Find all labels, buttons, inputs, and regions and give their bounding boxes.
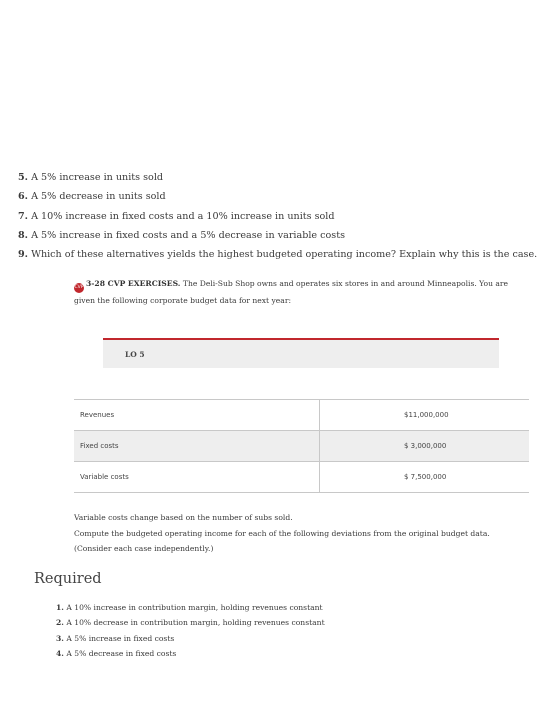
list-item: 4. A 5% decrease in fixed costs — [56, 648, 177, 658]
note-line: Variable costs change based on the number of subs sold. — [74, 513, 293, 522]
exercise-heading — [74, 276, 529, 309]
row-value: $ 7,500,000 — [320, 462, 530, 493]
budget-table — [74, 399, 529, 493]
table-row — [74, 462, 529, 493]
list-item: 7. A 10% increase in fixed costs and a 10% increase in units sold — [18, 210, 335, 222]
required-list — [56, 600, 325, 661]
exercise-title: 3-28 CVP EXERCISES. — [86, 279, 181, 288]
list-item: 3. A 5% increase in fixed costs — [56, 633, 175, 643]
learning-objective-label: LO 5 — [125, 350, 145, 359]
exercise-badge-icon: CVP — [74, 283, 84, 293]
list-item: 9. Which of these alternatives yields the highest budgeted operating income? Explain why this is the case. — [18, 249, 538, 261]
list-item: 6. A 5% decrease in units sold — [18, 191, 166, 203]
table-row — [74, 400, 529, 431]
list-item: 5. A 5% increase in units sold — [18, 172, 164, 183]
question-list — [18, 168, 538, 264]
row-label: Revenues — [74, 400, 320, 431]
required-heading: Required — [34, 571, 102, 587]
learning-objective-box — [103, 338, 499, 368]
row-value: $ 3,000,000 — [320, 431, 530, 462]
note-line: Compute the budgeted operating income for each of the following deviations from the original budget data. (Consider each case independently.) — [74, 528, 490, 553]
list-item: 2. A 10% decrease in contribution margin, holding revenues constant — [56, 618, 325, 628]
row-label: Fixed costs — [74, 431, 320, 462]
table-row — [74, 431, 529, 462]
list-item: 1. A 10% increase in contribution margin, holding revenues constant — [56, 603, 323, 612]
list-item: 8. A 5% increase in fixed costs and a 5% decrease in variable costs — [18, 229, 346, 241]
exercise-notes — [74, 510, 529, 557]
exercise-intro: The Deli-Sub Shop owns and operates six stores in and around Minneapolis. You are given the following corporate budget data for next year: — [74, 279, 509, 305]
row-value: $11,000,000 — [320, 400, 530, 431]
row-label: Variable costs — [74, 462, 320, 493]
